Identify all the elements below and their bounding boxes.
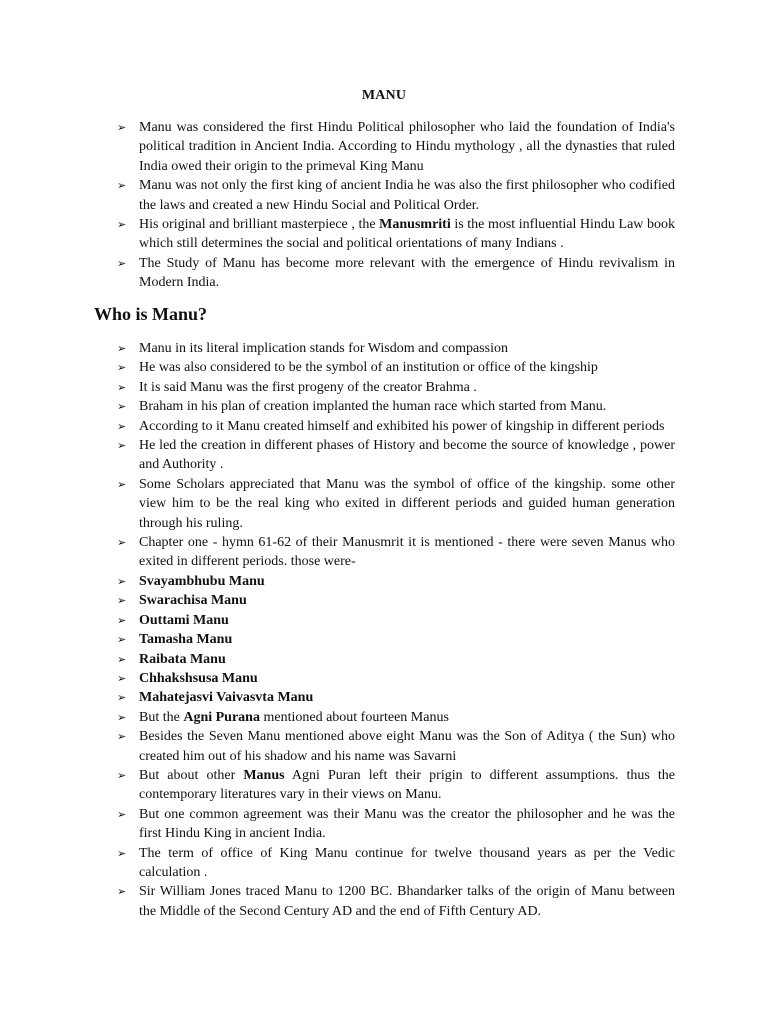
list-item-bold-text: Raibata Manu bbox=[139, 651, 226, 667]
list-item bbox=[0, 436, 675, 475]
list-item-bold-text: Manus bbox=[243, 767, 285, 783]
list-item bbox=[0, 688, 675, 707]
list-item bbox=[0, 669, 675, 688]
arrow-bullet-icon: ➢ bbox=[117, 179, 127, 193]
list-item-text: Manu in its literal implication stands for Wisdom and compassion bbox=[139, 341, 508, 356]
arrow-bullet-icon: ➢ bbox=[117, 439, 127, 453]
arrow-bullet-icon: ➢ bbox=[117, 342, 127, 355]
section-heading: Who is Manu? bbox=[94, 304, 208, 324]
arrow-bullet-icon: ➢ bbox=[117, 671, 127, 685]
intro-bullet-list bbox=[0, 118, 768, 293]
arrow-bullet-icon: ➢ bbox=[117, 768, 127, 782]
list-item-text: Agni Puran left their prigin to different assumptions. thus the contemporary literatures vary in their views on Manu. bbox=[139, 767, 675, 803]
list-item-text: mentioned about fourteen Manus bbox=[259, 709, 449, 725]
list-item-text: Sir William Jones traced Manu to 1200 BC. Bhandarker talks of the origin of Manu between the Middle of the Second Century AD and the end of Fifth Century AD. bbox=[139, 884, 675, 919]
list-item bbox=[0, 358, 675, 377]
arrow-bullet-icon: ➢ bbox=[117, 361, 127, 375]
list-item bbox=[0, 378, 675, 397]
list-item-text: He led the creation in different phases of History and become the source of knowledge , power and Authority . bbox=[139, 438, 675, 473]
list-item bbox=[0, 533, 675, 572]
list-item-text: He was also considered to be the symbol of an institution or office of the kingship bbox=[139, 360, 598, 376]
arrow-bullet-icon: ➢ bbox=[117, 218, 127, 232]
arrow-bullet-icon: ➢ bbox=[117, 400, 127, 414]
list-item bbox=[0, 176, 675, 215]
list-item bbox=[0, 882, 675, 921]
arrow-bullet-icon: ➢ bbox=[117, 594, 127, 608]
arrow-bullet-icon: ➢ bbox=[117, 730, 127, 744]
arrow-bullet-icon: ➢ bbox=[117, 613, 127, 627]
arrow-bullet-icon: ➢ bbox=[117, 574, 127, 588]
list-item bbox=[0, 397, 675, 416]
list-item bbox=[0, 727, 675, 766]
list-item-text: Braham in his plan of creation implanted the human race which started from Manu. bbox=[139, 399, 607, 415]
list-item bbox=[0, 630, 675, 649]
list-item-text: Chapter one - hymn 61-62 of their Manusmrit it is mentioned - there were seven Manus who exited in different periods. those were- bbox=[139, 535, 675, 570]
list-item-text: is the most influential Hindu Law book which still determines the social and political orientations of many Indians . bbox=[139, 217, 675, 252]
list-item-text: The term of office of King Manu continue for twelve thousand years as per the Vedic calculation . bbox=[139, 845, 675, 880]
list-item bbox=[0, 708, 675, 727]
list-item-bold-text: Svayambhubu Manu bbox=[139, 573, 265, 589]
arrow-bullet-icon: ➢ bbox=[117, 477, 127, 491]
list-item-bold-text: Manusmriti bbox=[379, 217, 451, 233]
list-item-text: But one common agreement was their Manu was the creator the philosopher and he was the first Hindu King in ancient India. bbox=[139, 806, 675, 842]
arrow-bullet-icon: ➢ bbox=[117, 807, 127, 821]
list-item-text: Manu was not only the first king of ancient India he was also the first philosopher who codified the laws and created a new Hindu Social and Political Order. bbox=[139, 178, 675, 213]
list-item-text: Manu was considered the first Hindu Political philosopher who laid the foundation of India's political tradition in Ancient India. According to Hindu mythology , all the dynasties that ruled India owed their origin to the primeval King Manu bbox=[139, 120, 675, 174]
arrow-bullet-icon: ➢ bbox=[117, 633, 127, 647]
who-is-manu-bullet-list bbox=[0, 339, 768, 921]
arrow-bullet-icon: ➢ bbox=[117, 885, 127, 899]
list-item-bold-text: Agni Purana bbox=[183, 709, 260, 725]
list-item-bold-text: Mahatejasvi Vaivasvta Manu bbox=[139, 690, 314, 706]
list-item bbox=[0, 611, 675, 630]
list-item bbox=[0, 215, 675, 254]
list-item-bold-text: Chhakshsusa Manu bbox=[139, 670, 258, 686]
list-item-text: The Study of Manu has become more relevant with the emergence of Hindu revivalism in Modern India. bbox=[139, 255, 675, 291]
list-item bbox=[0, 118, 675, 176]
list-item bbox=[0, 650, 675, 669]
list-item bbox=[0, 254, 675, 293]
list-item bbox=[0, 339, 675, 358]
list-item-bold-text: Outtami Manu bbox=[139, 612, 229, 628]
list-item bbox=[0, 572, 675, 591]
arrow-bullet-icon: ➢ bbox=[117, 691, 127, 705]
list-item bbox=[0, 591, 675, 610]
list-item bbox=[0, 417, 675, 436]
arrow-bullet-icon: ➢ bbox=[117, 652, 127, 666]
list-item bbox=[0, 475, 675, 533]
arrow-bullet-icon: ➢ bbox=[117, 380, 127, 394]
list-item-bold-text: Swarachisa Manu bbox=[139, 593, 247, 609]
list-item-text: Besides the Seven Manu mentioned above eight Manu was the Son of Aditya ( the Sun) who created him out of his shadow and his name was Savarni bbox=[139, 729, 675, 764]
arrow-bullet-icon: ➢ bbox=[117, 846, 127, 860]
list-item bbox=[0, 844, 675, 883]
list-item-text: It is said Manu was the first progeny of the creator Brahma . bbox=[139, 379, 477, 395]
arrow-bullet-icon: ➢ bbox=[117, 256, 127, 270]
arrow-bullet-icon: ➢ bbox=[117, 710, 127, 724]
list-item-text: But the bbox=[139, 709, 184, 725]
list-item-text: His original and brilliant masterpiece , the bbox=[139, 217, 380, 233]
list-item bbox=[0, 805, 675, 844]
list-item-text: According to it Manu created himself and exhibited his power of kingship in different periods bbox=[139, 418, 665, 434]
page-title: MANU bbox=[361, 88, 407, 103]
list-item-text: Some Scholars appreciated that Manu was the symbol of office of the kingship. some other view him to be the real king who exited in different periods and guided human generation through his ruling. bbox=[139, 476, 675, 531]
arrow-bullet-icon: ➢ bbox=[117, 121, 127, 134]
list-item-text: But about other bbox=[139, 767, 244, 783]
list-item bbox=[0, 766, 675, 805]
list-item-bold-text: Tamasha Manu bbox=[139, 632, 233, 648]
arrow-bullet-icon: ➢ bbox=[117, 536, 127, 550]
arrow-bullet-icon: ➢ bbox=[117, 419, 127, 433]
